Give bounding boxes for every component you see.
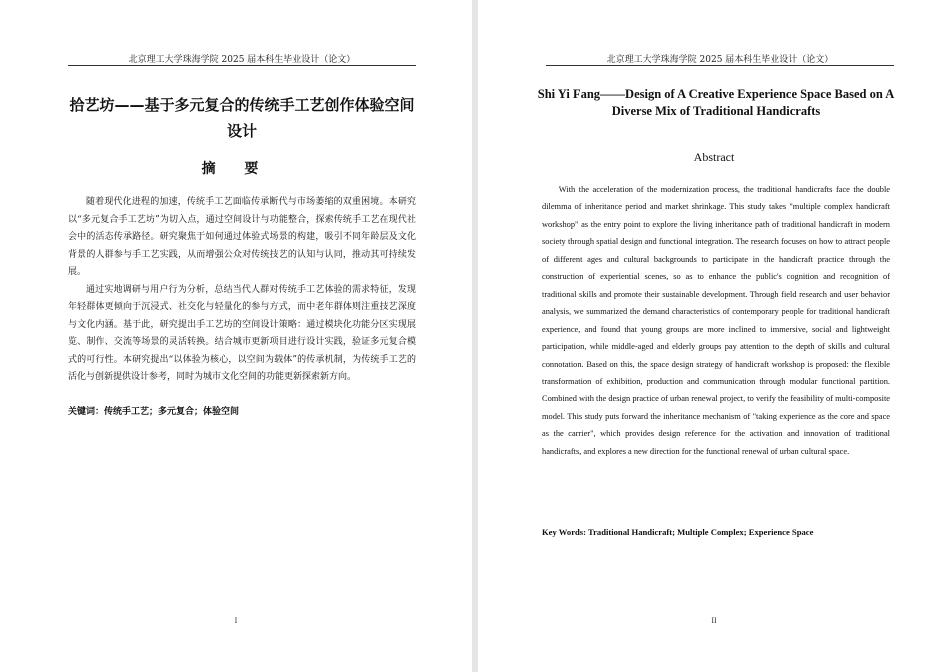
page-number: I: [234, 616, 238, 625]
abstract-body-english: [542, 181, 890, 460]
header-rule: [546, 65, 894, 66]
page-right: [478, 0, 950, 672]
thesis-title-chinese: 拾艺坊——基于多元复合的传统手工艺创作体验空间设计: [69, 96, 415, 140]
abstract-body-chinese: [68, 194, 416, 387]
abstract-paragraph: 通过实地调研与用户行为分析，总结当代人群对传统手工艺体验的需求特征，发现年轻群体更倾向于沉浸式、社交化与轻量化的参与方式，而中老年群体则注重技艺深度与文化内涵。基于此，研究提出手工艺坊的空间设计策略：通过模块化功能分区实现展览、制作、交流等场景的灵活转换。结合城市更新项目进行设计实践，验证多元复合模式的可行性。本研究提出“以体验为核心，以空间为载体”的传承机制，为传统手工艺的活化与创新提供设计参考，同时为城市文化空间的功能更新探索新方向。: [68, 284, 416, 382]
abstract-heading-chinese: 摘 要: [201, 161, 271, 177]
abstract-paragraph: With the acceleration of the modernization process, the traditional handicrafts face the double dilemma of inheritance period and market shrinkage. This study takes "multiple complex handicraft workshop" as the entry point to explore the living inheritance path of traditional handicraft in modern society through spatial design and functional integration. The research focuses on how to attract people of different ages and cultural backgrounds to participate in the handicraft practice through the construction of experiential scenes, so as to enhance the public's cognition and recognition of traditional skills and promote their sustainable development. Through field research and user behavior analysis, we summarized the demand characteristics of contemporary people for traditional handicraft experience, and found that young groups are more inclined to immersive, social and lightweight participation, while middle-aged and elderly groups pay attention to the depth of skills and cultural connotation. Based on this, the space design strategy of handicraft workshop is proposed: the flexible transformation of exhibition, production and communication through modular functional partition. Combined with the design practice of urban renewal project, to verify the feasibility of multi-composite model. This study puts forward the inheritance mechanism of "taking experience as the core and space as the carrier", which provides design reference for the activation and innovation of traditional handicrafts, and explores a new direction for the functional renewal of urban cultural space.: [542, 185, 890, 456]
keywords-english: Key Words: Traditional Handicraft; Multiple Complex; Experience Space: [542, 527, 814, 537]
page-header: 北京理工大学珠海学院 2025 届本科生毕业设计（论文）: [128, 55, 356, 65]
thesis-title-english: Shi Yi Fang——Design of A Creative Experience Space Based on A Diverse Mix of Traditional Handicrafts: [537, 87, 895, 118]
page-header: 北京理工大学珠海学院 2025 届本科生毕业设计（论文）: [606, 55, 834, 65]
page-left: [0, 0, 472, 672]
header-rule: [68, 65, 416, 66]
abstract-heading-english: Abstract: [693, 150, 735, 164]
keywords-chinese: 关键词：传统手工艺；多元复合；体验空间: [68, 407, 240, 417]
abstract-paragraph: 随着现代化进程的加速，传统手工艺面临传承断代与市场萎缩的双重困境。本研究以“多元复合手工艺坊”为切入点，通过空间设计与功能整合，探索传统手工艺在现代社会中的活态传承路径。研究聚焦于如何通过体验式场景的构建，吸引不同年龄层及文化背景的人群参与手工艺实践，从而增强公众对传统技艺的认知与认同，推动其可持续发展。: [68, 197, 416, 277]
page-number: II: [711, 616, 717, 625]
